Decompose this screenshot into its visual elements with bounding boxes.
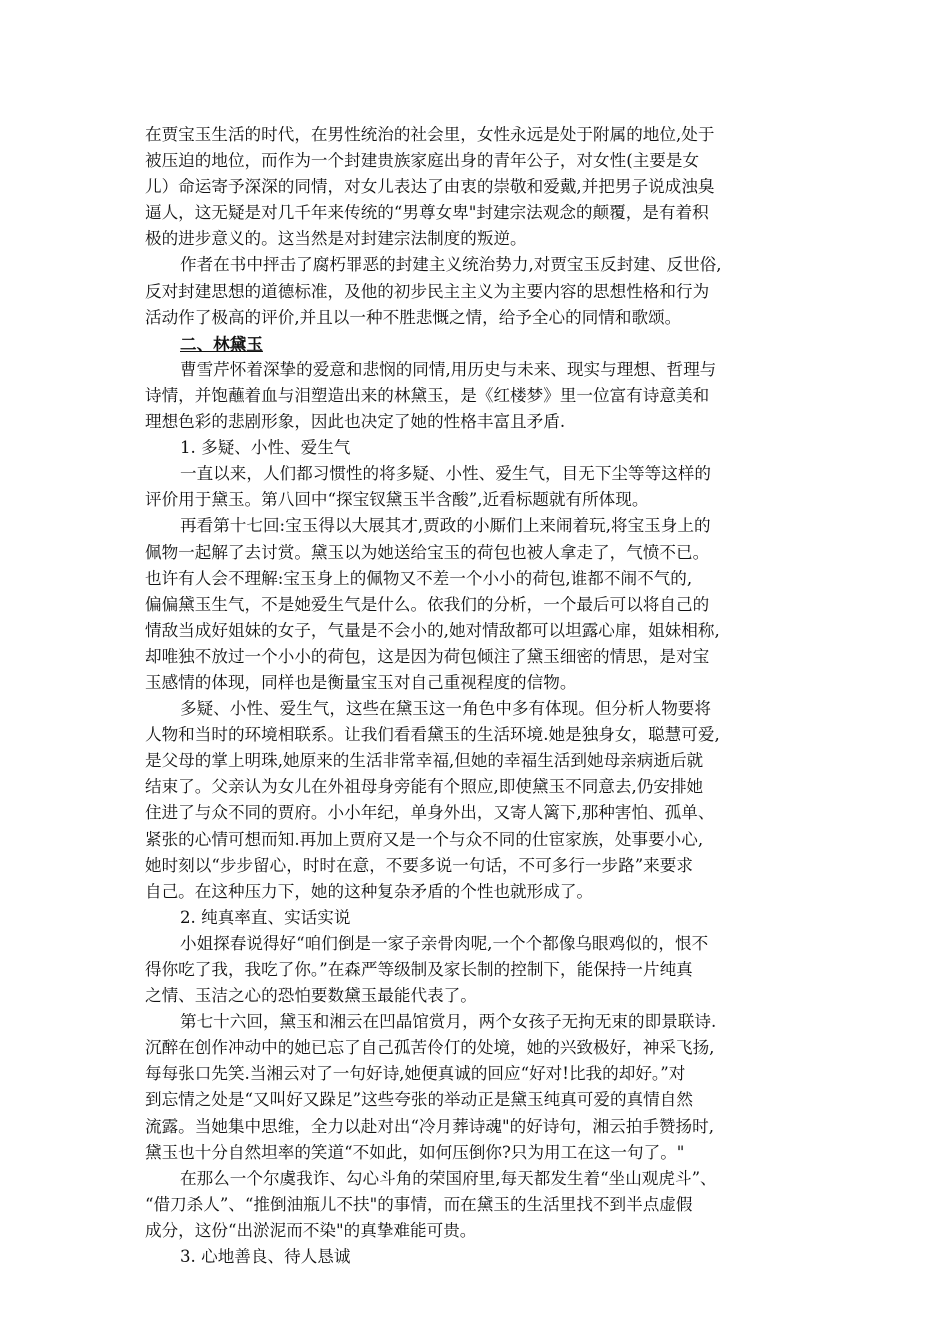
text-line: 极的进步意义的。这当然是对封建宗法制度的叛逆。 bbox=[145, 229, 527, 249]
text-line: 人物和当时的环境相联系。让我们看看黛玉的生活环境.她是独身女，聪慧可爱, bbox=[145, 725, 720, 745]
text-line: 是父母的掌上明珠,她原来的生活非常幸福,但她的幸福生活到她母亲病逝后就 bbox=[145, 751, 704, 771]
text-line: 再看第十七回:宝玉得以大展其才,贾政的小厮们上来闹着玩,将宝玉身上的 bbox=[180, 516, 711, 536]
text-line: 逼人，这无疑是对几千年来传统的“男尊女卑"封建宗法观念的颠覆，是有着积 bbox=[145, 203, 709, 223]
text-line: 多疑、小性、爱生气，这些在黛玉这一角色中多有体现。但分析人物要将 bbox=[180, 699, 711, 719]
text-line: 黛玉也十分自然坦率的笑道“不如此，如何压倒你?只为用工在这一句了。" bbox=[145, 1142, 685, 1162]
text-line: 紧张的心情可想而知.再加上贾府又是一个与众不同的仕宦家族，处事要小心, bbox=[145, 829, 704, 849]
subsection-heading: 2. 纯真率直、实话实说 bbox=[180, 907, 351, 927]
text-line: 曹雪芹怀着深挚的爱意和悲悯的同情,用历史与未来、现实与理想、哲理与 bbox=[180, 359, 717, 379]
text-line: 诗情，并饱蘸着血与泪塑造出来的林黛玉，是《红楼梦》里一位富有诗意美和 bbox=[145, 385, 710, 405]
text-line: 小姐探春说得好“咱们倒是一家子亲骨肉呢,一个个都像乌眼鸡似的，恨不 bbox=[180, 933, 709, 953]
text-line: 却唯独不放过一个小小的荷包，这是因为荷包倾注了黛玉细密的情思，是对宝 bbox=[145, 646, 710, 666]
section-heading: 二、林黛玉 bbox=[180, 333, 263, 354]
subsection-heading: 1. 多疑、小性、爱生气 bbox=[180, 438, 351, 458]
text-line: 住进了与众不同的贾府。小小年纪，单身外出，又寄人篱下,那种害怕、孤单、 bbox=[145, 803, 715, 823]
document-body bbox=[145, 122, 810, 1270]
text-line: 结束了。父亲认为女儿在外祖母身旁能有个照应,即使黛玉不同意去,仍安排她 bbox=[145, 777, 704, 797]
text-line: 得你吃了我，我吃了你。”在森严等级制及家长制的控制下，能保持一片纯真 bbox=[145, 960, 693, 979]
text-line: 每每张口先笑.当湘云对了一句好诗,她便真诚的回应“好对!比我的却好。”对 bbox=[145, 1064, 686, 1084]
text-line: 成分，这份“出淤泥而不染"的真挚难能可贵。 bbox=[145, 1220, 477, 1240]
text-line: 评价用于黛玉。第八回中“探宝钗黛玉半含酸”,近看标题就有所体现。 bbox=[145, 490, 649, 510]
text-line: 被压迫的地位，而作为一个封建贵族家庭出身的青年公子，对女性(主要是女 bbox=[145, 151, 700, 171]
text-line: 流露。当她集中思维，全力以赴对出“冷月葬诗魂"的好诗句，湘云拍手赞扬时, bbox=[145, 1116, 714, 1136]
text-line: 理想色彩的悲剧形象，因此也决定了她的性格丰富且矛盾. bbox=[145, 412, 566, 432]
text-line: 活动作了极高的评价,并且以一种不胜悲慨之情，给予全心的同情和歌颂。 bbox=[145, 307, 682, 327]
text-line: 佩物一起解了去讨赏。黛玉以为她送给宝玉的荷包也被人拿走了，气愤不已。 bbox=[145, 542, 710, 562]
text-line: 第七十六回，黛玉和湘云在凹晶馆赏月，两个女孩子无拘无束的即景联诗. bbox=[180, 1012, 717, 1032]
subsection-heading: 3. 心地善良、待人恳诚 bbox=[180, 1247, 351, 1267]
text-line: 到忘情之处是“又叫好又跺足”这些夸张的举动正是黛玉纯真可爱的真情自然 bbox=[145, 1090, 693, 1110]
text-line: 在那么一个尔虞我诈、勾心斗角的荣国府里,每天都发生着“坐山观虎斗”、 bbox=[180, 1168, 717, 1188]
text-line: 情敌当成好姐妹的女子，气量是不会小的,她对情敌都可以坦露心扉，姐妹相称, bbox=[145, 620, 720, 640]
text-line: 儿）命运寄予深深的同情，对女儿表达了由衷的崇敬和爱戴,并把男子说成浊臭 bbox=[145, 177, 715, 197]
text-line: 反对封建思想的道德标准，及他的初步民主主义为主要内容的思想性格和行为 bbox=[145, 281, 710, 301]
text-line: 偏偏黛玉生气，不是她爱生气是什么。依我们的分析，一个最后可以将自己的 bbox=[145, 594, 710, 614]
text-line: 在贾宝玉生活的时代，在男性统治的社会里，女性永远是处于附属的地位,处于 bbox=[145, 125, 715, 144]
text-line: 之情、玉洁之心的恐怕要数黛玉最能代表了。 bbox=[145, 986, 477, 1006]
text-line: 玉感情的体现，同样也是衡量宝玉对自己重视程度的信物。 bbox=[145, 672, 577, 692]
text-line: 也许有人会不理解:宝玉身上的佩物又不差一个小小的荷包,谁都不闹不气的, bbox=[145, 568, 693, 588]
text-line: 自己。在这种压力下，她的这种复杂矛盾的个性也就形成了。 bbox=[145, 881, 594, 901]
text-line: 沉醉在创作冲动中的她已忘了自己孤苦伶仃的处境，她的兴致极好，神采飞扬, bbox=[145, 1038, 715, 1058]
text-line: “借刀杀人”、“推倒油瓶儿不扶"的事情，而在黛玉的生活里找不到半点虚假 bbox=[145, 1194, 693, 1214]
text-line: 一直以来，人们都习惯性的将多疑、小性、爱生气，目无下尘等等这样的 bbox=[180, 464, 711, 484]
text-line: 作者在书中抨击了腐朽罪恶的封建主义统治势力,对贾宝玉反封建、反世俗, bbox=[180, 255, 722, 275]
text-line: 她时刻以“步步留心，时时在意，不要多说一句话，不可多行一步路”来要求 bbox=[145, 855, 693, 875]
